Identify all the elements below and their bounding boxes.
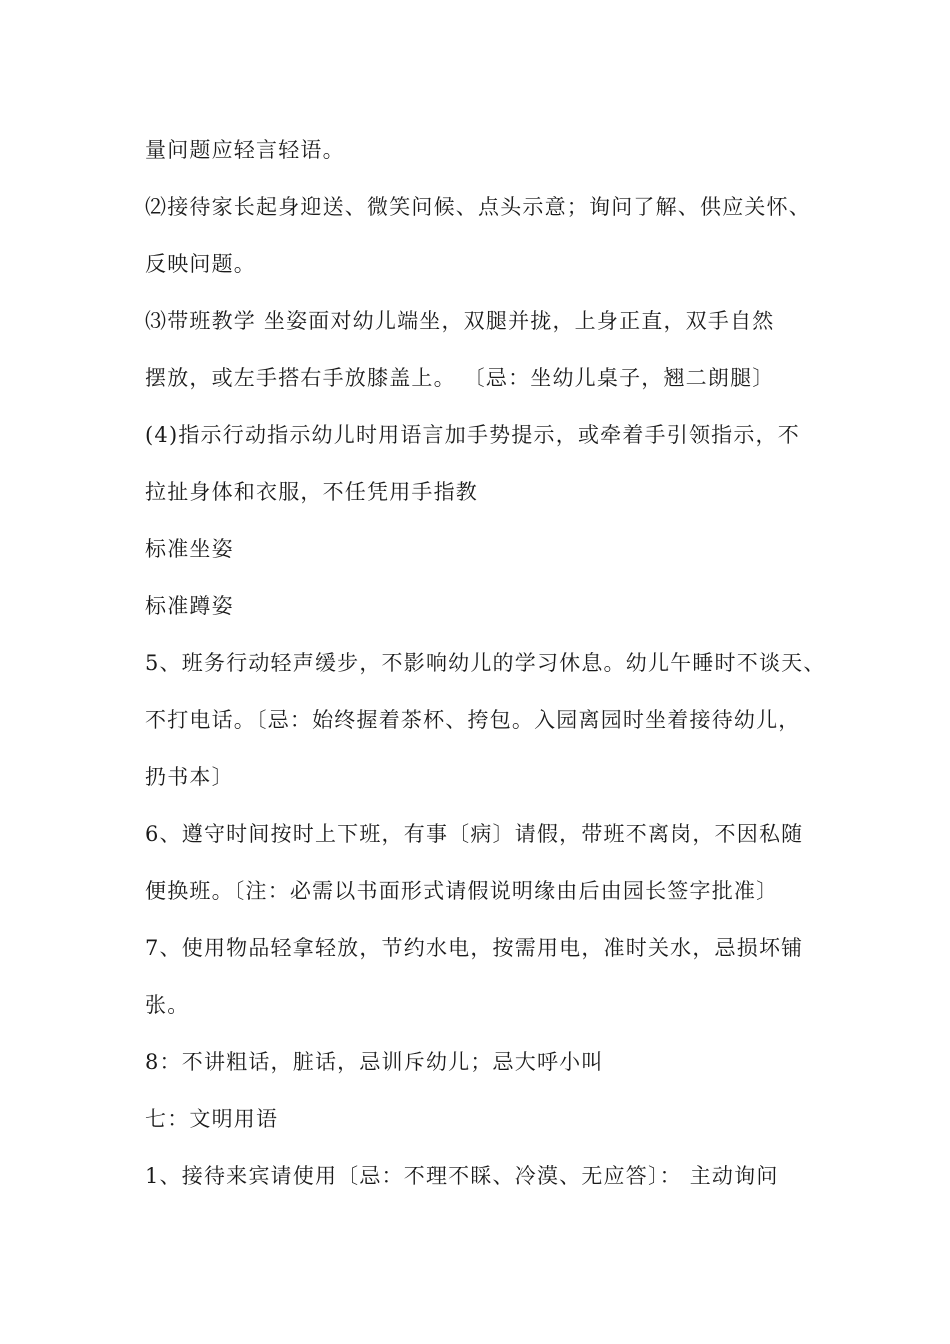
text-line: 7、使用物品轻拿轻放，节约水电，按需用电，准时关水，忌损坏铺 — [145, 936, 804, 960]
text-line: 6、遵守时间按时上下班，有事〔病〕请假，带班不离岗，不因私随 — [145, 822, 804, 846]
text-line: 标准蹲姿 — [145, 594, 234, 618]
text-line: 标准坐姿 — [145, 537, 234, 561]
text-line: 量问题应轻言轻语。 — [145, 138, 345, 162]
text-line: 5、班务行动轻声缓步，不影响幼儿的学习休息。幼儿午睡时不谈天、 — [145, 651, 826, 675]
text-line: ⑶带班教学 坐姿面对幼儿端坐，双腿并拢，上身正直，双手自然 — [145, 309, 775, 333]
text-line: 七：文明用语 — [145, 1107, 279, 1131]
text-line: 拉扯身体和衣服，不任凭用手指教 — [145, 480, 478, 504]
text-line: 不打电话。〔忌：始终握着茶杯、挎包。入园离园时坐着接待幼儿， — [145, 708, 801, 732]
text-line: 扔书本〕 — [145, 765, 234, 789]
text-line: 便换班。〔注：必需以书面形式请假说明缘由后由园长签字批准〕 — [145, 879, 779, 903]
text-line: ⑵接待家长起身迎送、微笑问候、点头示意；询问了解、供应关怀、 — [145, 195, 811, 219]
text-line: 摆放，或左手搭右手放膝盖上。 〔忌：坐幼儿桌子，翘二朗腿〕 — [145, 366, 775, 390]
text-line: 反映问题。 — [145, 252, 256, 276]
text-line: 张。 — [145, 993, 190, 1017]
text-line: (4)指示行动指示幼儿时用语言加手势提示，或牵着手引领指示，不 — [145, 423, 800, 447]
text-line: 8：不讲粗话，脏话，忌训斥幼儿；忌大呼小叫 — [145, 1050, 604, 1074]
text-line: 1、接待来宾请使用〔忌：不理不睬、冷漠、无应答〕： 主动询问 — [145, 1164, 779, 1188]
